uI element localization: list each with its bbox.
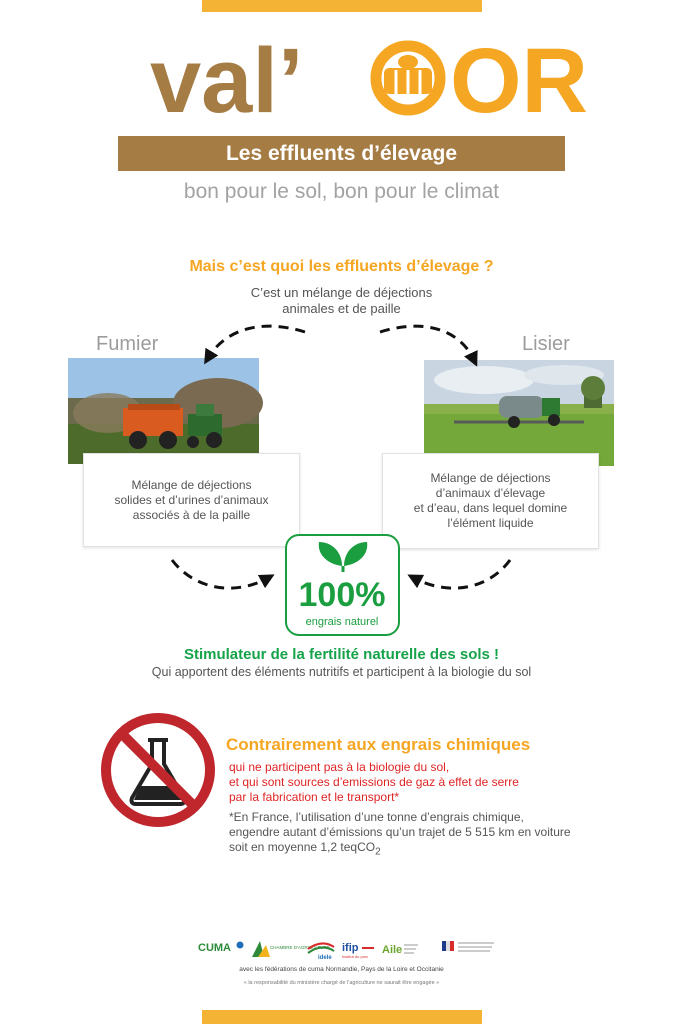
- contra-line1: qui ne participent pas à la biologie du sol,: [229, 760, 450, 774]
- fumier-desc-line2: solides et d’urines d’animaux: [114, 492, 269, 507]
- question-desc-line1: C’est un mélange de déjections: [250, 285, 433, 300]
- band-title: Les effluents d’élevage: [225, 141, 458, 165]
- badge-caption: engrais naturel: [305, 616, 379, 628]
- question-title: Mais c’est quoi les effluents d’élevage ?: [189, 258, 494, 275]
- footnote: [229, 810, 629, 859]
- bottom-accent-bar: [202, 1010, 482, 1024]
- ifip-logo-icon: [342, 942, 374, 959]
- lisier-label: Lisier: [522, 333, 570, 355]
- footnote-line3-sub: 2: [375, 846, 381, 858]
- logo-text-left: val’: [150, 30, 304, 132]
- lisier-card: [382, 453, 599, 549]
- svg-text:idele: idele: [318, 955, 332, 961]
- arrow-lisier-to-badge-icon: [414, 560, 510, 588]
- svg-text:Aile: Aile: [382, 944, 403, 956]
- footnote-line3: [229, 840, 629, 859]
- leaves-icon: [319, 542, 368, 572]
- lisier-desc-line3: et d’eau, dans lequel domine: [413, 501, 568, 515]
- footnote-line3-text: soit en moyenne 1,2 teqCO: [229, 840, 376, 854]
- contra-description: [229, 760, 519, 805]
- aile-logo-icon: [382, 944, 418, 956]
- lisier-desc-line4: l’élément liquide: [447, 516, 534, 530]
- svg-text:ifip: ifip: [342, 942, 359, 954]
- lisier-desc-line2: d’animaux d’élevage: [435, 486, 546, 500]
- badge-percent: 100%: [298, 576, 386, 614]
- partner-logos: [196, 937, 496, 963]
- svg-text:Institut du porc: Institut du porc: [342, 954, 369, 959]
- stimulateur-subtitle: Qui apportent des éléments nutritifs et participent à la biologie du sol: [151, 665, 532, 679]
- contra-line2: et qui sont sources d’emissions de gaz à effet de serre: [229, 775, 519, 789]
- top-accent-bar: [202, 0, 482, 12]
- footnote-line1: *En France, l’utilisation d’une tonne d’engrais chimique,: [229, 810, 524, 824]
- stimulateur-title: Stimulateur de la fertilité naturelle des sols !: [183, 646, 500, 663]
- no-chemical-icon: [100, 712, 216, 828]
- footnote-line2: engendre autant d’émissions qu’un trajet de 5 515 km en voiture: [229, 825, 571, 839]
- fumier-desc-line1: Mélange de déjections: [131, 477, 252, 492]
- fumier-photo: [68, 358, 259, 464]
- fumier-desc-line3: associés à de la paille: [132, 507, 251, 522]
- fumier-card: [83, 453, 300, 547]
- tagline: bon pour le sol, bon pour le climat: [183, 180, 500, 203]
- svg-text:CHAMBRE D'AGRICULTURE: CHAMBRE D'AGRICULTURE: [270, 945, 330, 950]
- valor-logo: [150, 30, 588, 132]
- arrow-to-lisier-icon: [380, 326, 474, 360]
- arrow-fumier-to-badge-icon: [172, 560, 268, 588]
- cuma-logo-icon: [198, 942, 244, 955]
- fumier-label: Fumier: [96, 333, 159, 355]
- arrow-to-fumier-icon: [208, 326, 305, 358]
- responsibility-text: « la responsabilité du ministère chargé de l'agriculture ne saurait être engagée »: [243, 980, 440, 986]
- logo-basket-icon: [376, 46, 440, 110]
- logo-text-right: OR: [450, 30, 588, 132]
- lisier-photo: [424, 360, 614, 466]
- lisier-desc-line1: Mélange de déjections: [430, 471, 551, 485]
- contra-line3: par la fabrication et le transport*: [229, 790, 400, 804]
- natural-fertilizer-badge: [285, 534, 400, 636]
- question-description: [0, 285, 683, 317]
- title-band: [118, 136, 565, 171]
- federations-text: avec les fédérations de cuma Normandie, Pays de la Loire et Occitanie: [239, 966, 444, 973]
- contra-title: Contrairement aux engrais chimiques: [226, 735, 531, 754]
- question-desc-line2: animales et de paille: [282, 301, 401, 316]
- svg-text:CUMA: CUMA: [198, 942, 231, 954]
- ministere-logo-icon: [442, 941, 494, 951]
